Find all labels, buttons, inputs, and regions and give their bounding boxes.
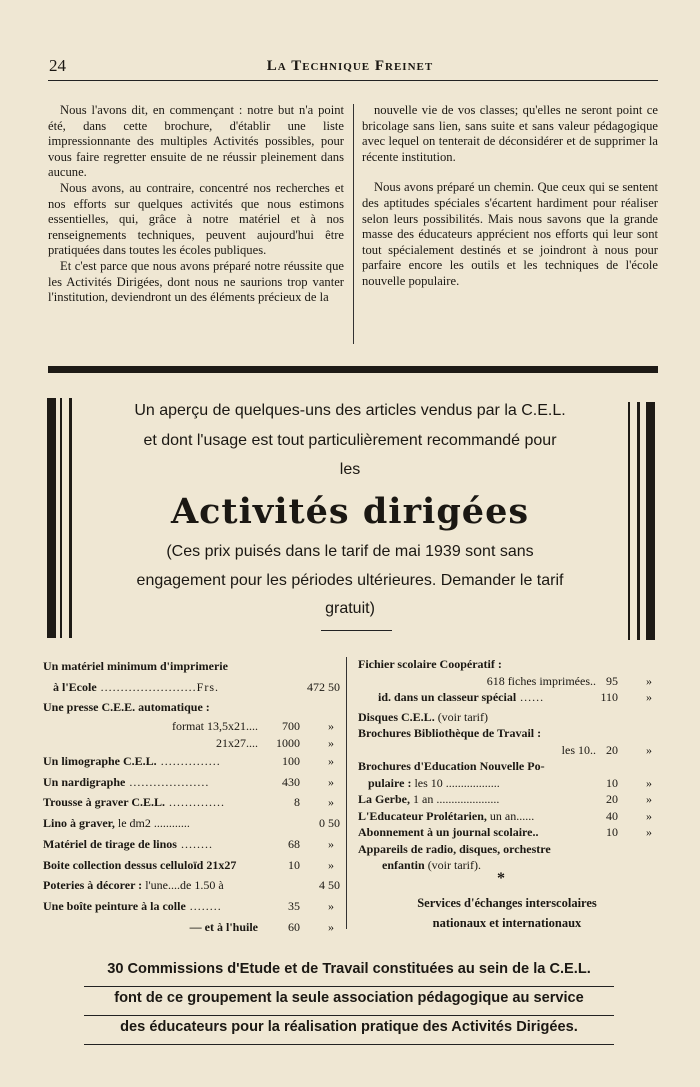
price-row bbox=[43, 718, 340, 735]
item-label: les 10.. bbox=[561, 742, 596, 757]
item-label-rest: (voir tarif) bbox=[434, 709, 488, 724]
item-label bbox=[358, 808, 534, 825]
intro-column-left bbox=[48, 103, 344, 306]
item-label-text: Un nardigraphe bbox=[43, 774, 126, 789]
intro-paragraph: Et c'est parce que nous avons préparé notre réussite que les Activités Dirigées, dont nous ne saurions trop vanter l'institution, deviendront un des éléments précieux de la bbox=[48, 258, 344, 305]
item-price: 10 bbox=[606, 775, 618, 790]
price-row bbox=[358, 841, 658, 858]
price-row bbox=[43, 855, 340, 876]
item-price: 40 bbox=[606, 808, 618, 823]
price-note bbox=[110, 538, 590, 624]
item-label-text: pulaire : bbox=[368, 775, 412, 790]
price-row bbox=[43, 772, 340, 793]
services-line: Services d'échanges interscolaires bbox=[417, 896, 597, 910]
item-label: Fichier scolaire Coopératif : bbox=[358, 657, 502, 671]
asterisk-ornament: * bbox=[497, 870, 505, 887]
column-divider bbox=[353, 104, 354, 344]
footer-line: des éducateurs pour la réalisation pratique des Activités Dirigées. bbox=[84, 1016, 614, 1045]
item-label: Un matériel minimum d'imprimerie bbox=[43, 659, 228, 673]
item-label-text: à l'Ecole bbox=[53, 679, 97, 694]
right-thin-bar bbox=[628, 402, 630, 640]
item-price: 20 bbox=[606, 742, 618, 757]
headline: Activités dirigées bbox=[170, 491, 530, 532]
item-price: 4 50 bbox=[319, 878, 340, 893]
box-intro-line: et dont l'usage est tout particulièrement recommandé pour bbox=[143, 431, 557, 449]
price-note-line: (Ces prix puisés dans le tarif de mai 1939 sont sans bbox=[166, 543, 534, 560]
left-thin-bar bbox=[60, 398, 62, 638]
price-row bbox=[43, 751, 340, 772]
footer-line: font de ce groupement la seule association pédagogique au service bbox=[84, 987, 614, 1016]
price-row bbox=[43, 677, 340, 698]
item-label: Brochures d'Education Nouvelle Po- bbox=[358, 759, 545, 773]
item-label-text: Un limographe C.E.L. bbox=[43, 754, 157, 769]
item-label: format 13,5x21.... bbox=[172, 719, 258, 734]
services-note bbox=[372, 893, 642, 933]
item-label: 618 fiches imprimées.. bbox=[486, 673, 596, 688]
item-price: 110 bbox=[600, 690, 618, 704]
item-label bbox=[43, 834, 213, 855]
item-label: Appareils de radio, disques, orchestre bbox=[358, 841, 551, 856]
item-price: 8 bbox=[294, 795, 300, 810]
price-mark: » bbox=[646, 792, 652, 806]
price-row bbox=[358, 742, 658, 759]
item-label bbox=[368, 775, 500, 792]
item-label-text: Poteries à décorer : bbox=[43, 878, 143, 893]
price-row bbox=[358, 656, 658, 673]
item-price: 95 bbox=[606, 673, 618, 688]
item-label bbox=[43, 751, 221, 772]
box-intro-line: les bbox=[339, 461, 361, 478]
price-row bbox=[358, 689, 658, 706]
leader-dots: ............... bbox=[156, 754, 221, 769]
price-row bbox=[43, 896, 340, 917]
price-row bbox=[358, 725, 658, 742]
intro-paragraph: Nous avons, au contraire, concentré nos recherches et nos efforts sur quelques activités que nous estimons essentielles, qui, grâce à notre matériel et à nos renseignements techniques, peuvent aujourd'hui être pratiquées dans toutes les écoles publiques. bbox=[48, 180, 344, 258]
price-list-right bbox=[358, 656, 658, 874]
page-number: 24 bbox=[49, 56, 66, 75]
right-thin-bar bbox=[637, 402, 640, 640]
left-thin-bar bbox=[69, 398, 72, 638]
services-line: nationaux et internationaux bbox=[432, 916, 582, 930]
item-price: 35 bbox=[288, 898, 300, 913]
item-label-text: Matériel de tirage de linos bbox=[43, 836, 177, 851]
item-label-rest: le dm2 ............ bbox=[114, 816, 190, 831]
item-label-rest: les 10 .................. bbox=[411, 775, 500, 790]
price-mark: » bbox=[328, 719, 334, 734]
intro-paragraph: Nous avons préparé un chemin. Que ceux qui se sentent des aptitudes spéciales s'écartent hardiment pour réaliser selon leurs possibilités. Mais nous savons que la grande masse des éducateurs apprécient nos efforts qui leur sont tout spécialement destinés et se joindront à nous pour parfaire encore les outils et les techniques de l'école nouvelle populaire. bbox=[362, 180, 658, 288]
intro-column-right bbox=[362, 103, 658, 290]
item-label-text: Trousse à graver C.E.L. bbox=[43, 795, 165, 810]
item-label bbox=[382, 857, 481, 874]
price-mark: » bbox=[328, 919, 334, 934]
leader-dots: ........ bbox=[176, 836, 213, 851]
item-label-text: enfantin bbox=[382, 858, 425, 872]
item-price: 100 bbox=[282, 754, 300, 769]
item-label-rest: un an...... bbox=[486, 808, 535, 823]
item-label bbox=[43, 875, 224, 896]
item-label: Une presse C.E.E. automatique : bbox=[43, 700, 210, 715]
price-row bbox=[358, 824, 658, 841]
item-label bbox=[43, 813, 190, 834]
left-thick-bar bbox=[47, 398, 56, 638]
footer-statement bbox=[84, 958, 614, 1045]
price-row bbox=[43, 735, 340, 752]
item-label bbox=[53, 677, 219, 698]
box-underline bbox=[321, 630, 392, 631]
price-mark: » bbox=[646, 742, 652, 757]
item-label-text: Une boîte peinture à la colle bbox=[43, 898, 186, 913]
item-label-text: id. dans un classeur spécial bbox=[378, 690, 517, 704]
item-label-text: Lino à graver, bbox=[43, 816, 115, 831]
box-intro bbox=[110, 396, 590, 485]
intro-paragraph: Nous l'avons dit, en commençant : notre but n'a point été, dans cette brochure, d'établir une liste impressionnante des multiples Activités possibles, pour vous faire regretter ensuite de ne réussir pleinement dans aucune. bbox=[48, 103, 344, 180]
item-price: 0 50 bbox=[319, 816, 340, 831]
price-row bbox=[358, 808, 658, 825]
item-price: 60 bbox=[288, 919, 300, 934]
item-label: — et à l'huile bbox=[189, 919, 258, 934]
price-row bbox=[358, 673, 658, 690]
price-row bbox=[358, 709, 658, 726]
price-mark: » bbox=[328, 754, 334, 769]
price-row bbox=[43, 834, 340, 855]
leader-dots: ........ bbox=[185, 898, 222, 913]
price-row bbox=[43, 875, 340, 896]
price-list-divider bbox=[346, 657, 347, 929]
price-row bbox=[43, 792, 340, 813]
price-row bbox=[43, 813, 340, 834]
price-row bbox=[358, 791, 658, 808]
price-mark: » bbox=[646, 775, 652, 790]
header-rule bbox=[48, 80, 658, 81]
item-label-text: L'Educateur Prolétarien, bbox=[358, 808, 487, 823]
item-price: 430 bbox=[282, 774, 300, 789]
item-label-rest: (voir tarif). bbox=[424, 858, 481, 872]
footer-line: 30 Commissions d'Etude et de Travail constituées au sein de la C.E.L. bbox=[84, 958, 614, 987]
item-price: 10 bbox=[288, 857, 300, 872]
price-row bbox=[358, 775, 658, 792]
item-price: 700 bbox=[282, 719, 300, 734]
leader-dots: ...... bbox=[516, 690, 545, 704]
item-price: 10 bbox=[606, 825, 618, 839]
price-row bbox=[43, 917, 340, 938]
item-label-rest: l'une....de 1.50 à bbox=[142, 878, 224, 893]
item-label: Abonnement à un journal scolaire.. bbox=[358, 825, 539, 839]
price-note-line: engagement pour les périodes ultérieures. Demander le tarif bbox=[136, 571, 564, 589]
price-mark: » bbox=[328, 836, 334, 851]
price-row bbox=[358, 758, 658, 775]
item-label bbox=[43, 896, 222, 917]
price-mark: » bbox=[328, 857, 334, 872]
item-price: 68 bbox=[288, 836, 300, 851]
item-label: Boite collection dessus celluloïd 21x27 bbox=[43, 857, 237, 872]
price-mark: » bbox=[646, 825, 652, 839]
item-price: 20 bbox=[606, 792, 618, 806]
item-label bbox=[358, 791, 499, 808]
item-label bbox=[43, 772, 209, 793]
section-rule bbox=[48, 366, 658, 373]
price-row bbox=[43, 656, 340, 677]
price-list-left bbox=[43, 656, 340, 937]
leader-dots: ........................Frs. bbox=[96, 679, 220, 694]
running-title: La Technique Freinet bbox=[266, 58, 434, 74]
item-label-rest: 1 an ..................... bbox=[410, 792, 500, 806]
item-price: 472 50 bbox=[307, 679, 340, 694]
item-label-text: La Gerbe, bbox=[358, 792, 410, 806]
box-intro-line: Un aperçu de quelques-uns des articles vendus par la C.E.L. bbox=[134, 402, 566, 419]
item-label bbox=[43, 792, 225, 813]
price-mark: » bbox=[328, 774, 334, 789]
price-mark: » bbox=[646, 673, 652, 688]
item-label bbox=[378, 689, 544, 706]
price-mark: » bbox=[328, 735, 334, 750]
item-label-text: Disques C.E.L. bbox=[358, 709, 435, 724]
item-label bbox=[358, 709, 488, 726]
right-thick-bar bbox=[646, 402, 655, 640]
price-mark: » bbox=[646, 808, 652, 823]
leader-dots: .............. bbox=[165, 795, 225, 810]
item-label: Brochures Bibliothèque de Travail : bbox=[358, 726, 542, 740]
leader-dots: .................... bbox=[125, 774, 210, 789]
price-row bbox=[43, 697, 340, 718]
price-mark: » bbox=[328, 795, 334, 810]
price-row bbox=[358, 857, 658, 874]
intro-paragraph: nouvelle vie de vos classes; qu'elles ne seront point ce bricolage sans lien, sans suite et sans valeur pédagogique avec lequel on tenterait de déconsidérer et de supprimer la récente institution. bbox=[362, 103, 658, 164]
price-mark: » bbox=[646, 690, 652, 704]
price-note-line: gratuit) bbox=[325, 600, 375, 617]
price-mark: » bbox=[328, 898, 334, 913]
item-label: 21x27.... bbox=[216, 735, 258, 750]
item-price: 1000 bbox=[276, 735, 300, 750]
